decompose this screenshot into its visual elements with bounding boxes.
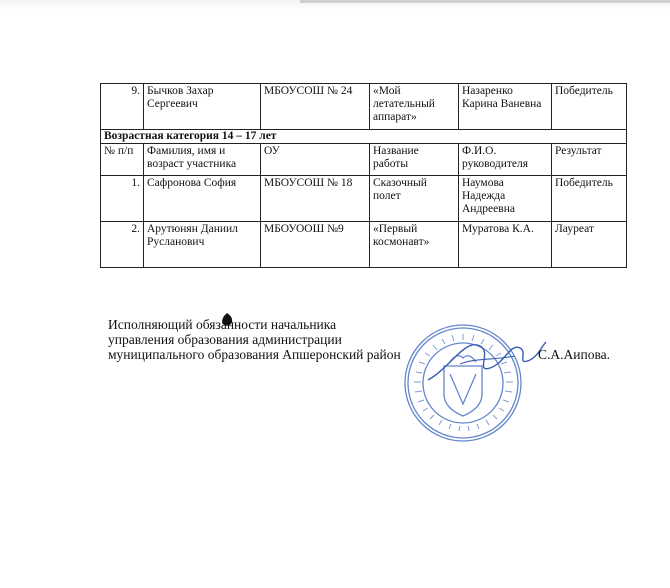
cell-name: Арутюнян Даниил Русланович <box>144 222 261 268</box>
table-header-row <box>101 144 627 176</box>
cell-name: Бычков Захар Сергеевич <box>144 84 261 130</box>
cell-school: МБОУСОШ № 18 <box>261 176 370 222</box>
header-work: Название работы <box>370 144 459 176</box>
cell-mentor: Наумова Надежда Андреевна <box>459 176 552 222</box>
cell-num: 2. <box>101 222 144 268</box>
signature-block <box>108 317 401 362</box>
cell-result: Лауреат <box>552 222 627 268</box>
cell-result: Победитель <box>552 176 627 222</box>
cell-work: Сказочный полет <box>370 176 459 222</box>
header-mentor: Ф.И.О. руководителя <box>459 144 552 176</box>
scan-shadow <box>300 0 670 3</box>
age-category-label: Возрастная категория 14 – 17 лет <box>101 130 627 144</box>
results-table <box>100 83 627 268</box>
cell-name: Сафронова София <box>144 176 261 222</box>
cell-school: МБОУСОШ № 24 <box>261 84 370 130</box>
cell-result: Победитель <box>552 84 627 130</box>
handwritten-signature <box>420 328 550 388</box>
cell-work: «Мой летательный аппарат» <box>370 84 459 130</box>
signer-name: С.А.Аипова. <box>538 347 611 362</box>
header-name: Фамилия, имя и возраст участника <box>144 144 261 176</box>
table-row <box>101 222 627 268</box>
scan-top-edge <box>0 0 670 10</box>
cell-mentor: Назаренко Карина Ваневна <box>459 84 552 130</box>
signature-line-2: управления образования администрации <box>108 332 342 347</box>
cell-work: «Первый космонавт» <box>370 222 459 268</box>
signature-line-3: муниципального образования Апшеронский район <box>108 347 401 362</box>
cell-mentor: Муратова К.А. <box>459 222 552 268</box>
header-school: ОУ <box>261 144 370 176</box>
signature-line-1: Исполняющий обязанности начальника <box>108 317 337 332</box>
category-row <box>101 130 627 144</box>
cell-school: МБОУООШ №9 <box>261 222 370 268</box>
header-num: № п/п <box>101 144 144 176</box>
cell-num: 9. <box>101 84 144 130</box>
table-row <box>101 84 627 130</box>
header-result: Результат <box>552 144 627 176</box>
cell-num: 1. <box>101 176 144 222</box>
table-row <box>101 176 627 222</box>
